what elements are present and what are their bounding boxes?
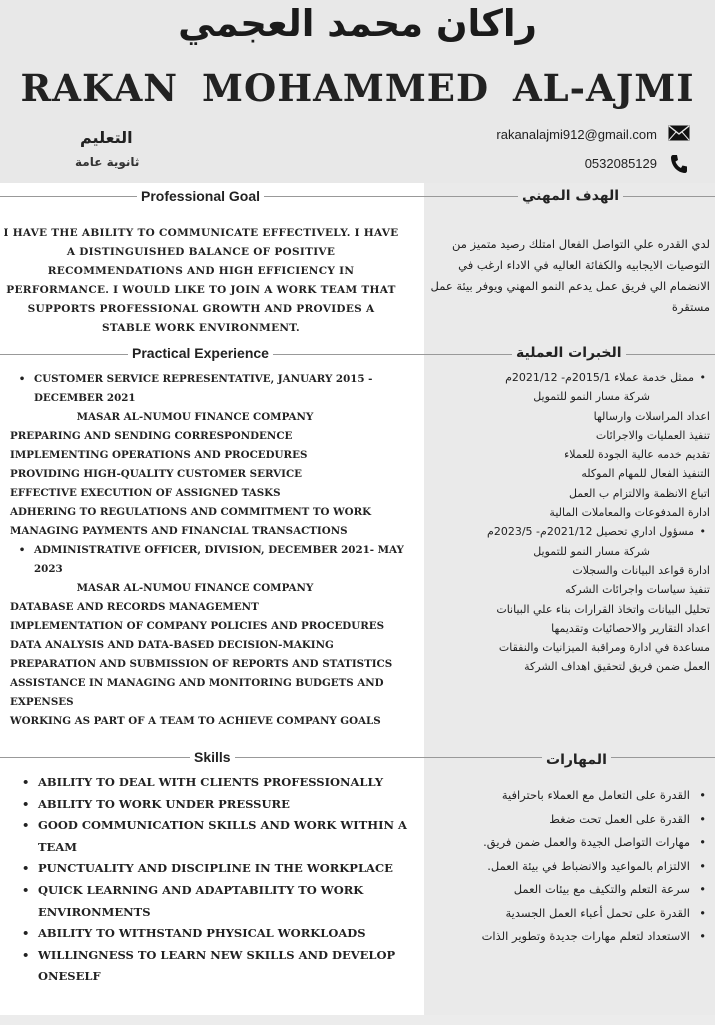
email-text[interactable]: rakanalajmi912@gmail.com xyxy=(496,127,657,142)
duty-item-ar: مساعدة في ادارة ومراقبة الميزانيات والنفقات xyxy=(498,641,710,655)
company-name-ar: شركة مسار النمو للتمويل xyxy=(533,390,650,404)
job-title-ar: • ممثل خدمة عملاء 2015/1م- 2021/12م xyxy=(430,368,710,387)
phone-icon xyxy=(670,154,688,174)
duty-item-ar: تحليل البيانات واتخاذ القرارات بناء علي البيانات xyxy=(496,602,710,616)
skill-item-en: • ABILITY TO WITHSTAND PHYSICAL WORKLOADS xyxy=(22,923,420,945)
goal-title-ar: الهدف المهني xyxy=(518,188,623,204)
skill-item-ar: • القدرة على العمل تحت ضغط xyxy=(430,808,710,832)
company-name-en: MASAR AL-NUMOU FINANCE COMPANY xyxy=(76,582,314,594)
skill-item-en: • ABILITY TO WORK UNDER PRESSURE xyxy=(22,794,420,816)
goal-text-ar: لدي القدره علي التواصل الفعال امتلك رصيد متميز من التوصيات الايجابيه والكفائة العاليه في الاداء ارغب في الانضمام الي فريق عمل يدعم النمو المهني ويوفر بيئة عمل مستقرة xyxy=(430,237,710,314)
goal-text-en: I HAVE THE ABILITY TO COMMUNICATE EFFECTIVELY. I HAVE A DISTINGUISHED BALANCE OF POSITIVE RECOMMENDATIONS AND HIGH EFFICIENCY IN PERFORMANCE. I WOULD LIKE TO JOIN A WORK TEAM THAT SUPPORTS PROFESSIONAL GROWTH AND PROVIDES A STABLE WORK ENVIRONMENT. xyxy=(3,227,399,334)
job-title-ar: • مسؤول اداري تحصيل 2021/12م- 2023/5م xyxy=(430,522,710,541)
envelope-icon xyxy=(668,125,690,141)
skill-item-ar: • الالتزام بالمواعيد والانضباط في بيئة العمل. xyxy=(430,855,710,879)
duty-item-ar: ادارة قواعد البيانات والسجلات xyxy=(572,563,710,577)
duty-item-en: WORKING AS PART OF A TEAM TO ACHIEVE COMPANY GOALS xyxy=(10,715,381,727)
duty-item-ar: تنفيذ سياسات واجرائات الشركه xyxy=(565,583,710,597)
skill-item-ar: • الاستعداد لتعلم مهارات جديدة وتطوير الذات xyxy=(430,925,710,949)
duty-item-ar: ادارة المدفوعات والمعاملات المالية xyxy=(549,506,710,520)
education-value: ثانوية عامة xyxy=(75,155,140,169)
skill-item-ar: • سرعة التعلم والتكيف مع بيئات العمل xyxy=(430,878,710,902)
skills-title-ar: المهارات xyxy=(542,752,611,768)
duty-item-ar: العمل ضمن فريق لتحقيق اهداف الشركة xyxy=(524,660,710,674)
skills-list-ar xyxy=(430,784,710,949)
education-title: التعليم xyxy=(80,128,133,147)
duty-item-en: PROVIDING HIGH-QUALITY CUSTOMER SERVICE xyxy=(10,468,303,480)
experience-list-ar xyxy=(430,368,710,677)
company-name-en: MASAR AL-NUMOU FINANCE COMPANY xyxy=(76,411,314,423)
experience-title-ar: الخبرات العملية xyxy=(512,345,626,361)
duty-item-ar: تقديم خدمه عالية الجودة للعملاء xyxy=(564,448,710,462)
duty-item-en: ASSISTANCE IN MANAGING AND MONITORING BUDGETS AND EXPENSES xyxy=(10,677,384,708)
goal-title-en: Professional Goal xyxy=(137,188,264,204)
skills-title-en: Skills xyxy=(190,749,235,765)
duty-item-en: MANAGING PAYMENTS AND FINANCIAL TRANSACTIONS xyxy=(10,525,348,537)
skill-item-en: • QUICK LEARNING AND ADAPTABILITY TO WORK ENVIRONMENTS xyxy=(22,880,420,923)
experience-list-en xyxy=(10,370,420,731)
experience-title-en: Practical Experience xyxy=(128,345,273,361)
duty-item-en: IMPLEMENTATION OF COMPANY POLICIES AND PROCEDURES xyxy=(10,620,385,632)
duty-item-en: IMPLEMENTING OPERATIONS AND PROCEDURES xyxy=(10,449,308,461)
resume-header xyxy=(0,0,715,183)
duty-item-ar: اتباع الانظمة والالتزام ب العمل xyxy=(568,486,710,500)
job-title-en: • ADMINISTRATIVE OFFICER, DIVISION, DECEMBER 2021- MAY 2023 xyxy=(18,544,404,575)
duty-item-en: DATABASE AND RECORDS MANAGEMENT xyxy=(10,601,259,613)
duty-item-en: ADHERING TO REGULATIONS AND COMMITMENT TO WORK xyxy=(10,506,372,518)
skill-item-ar: • القدرة على التعامل مع العملاء باحترافية xyxy=(430,784,710,808)
company-name-ar: شركة مسار النمو للتمويل xyxy=(533,544,650,558)
skill-item-ar: • مهارات التواصل الجيدة والعمل ضمن فريق. xyxy=(430,831,710,855)
skill-item-en: • GOOD COMMUNICATION SKILLS AND WORK WITHIN A TEAM xyxy=(22,815,420,858)
skills-list-en xyxy=(22,772,420,988)
name-english: RAKAN MOHAMMED AL-AJMI xyxy=(20,66,695,110)
duty-item-ar: اعداد التقارير والاحصائيات وتقديمها xyxy=(551,621,710,635)
skill-item-en: • WILLINGNESS TO LEARN NEW SKILLS AND DEVELOP ONESELF xyxy=(22,945,420,988)
name-arabic: راكان محمد العجمي xyxy=(178,2,537,45)
skill-item-ar: • القدرة على تحمل أعباء العمل الجسدية xyxy=(430,902,710,926)
duty-item-en: PREPARATION AND SUBMISSION OF REPORTS AND STATISTICS xyxy=(10,658,393,670)
skill-item-en: • PUNCTUALITY AND DISCIPLINE IN THE WORKPLACE xyxy=(22,858,420,880)
job-title-en: • CUSTOMER SERVICE REPRESENTATIVE, JANUARY 2015 - DECEMBER 2021 xyxy=(18,373,373,404)
duty-item-ar: التنفيذ الفعال للمهام الموكله xyxy=(581,467,710,481)
phone-text[interactable]: 0532085129 xyxy=(584,156,657,171)
duty-item-ar: اعداد المراسلات وارسالها xyxy=(593,409,710,423)
duty-item-en: PREPARING AND SENDING CORRESPONDENCE xyxy=(10,430,293,442)
skill-item-en: • ABILITY TO DEAL WITH CLIENTS PROFESSIONALLY xyxy=(22,772,420,794)
duty-item-en: DATA ANALYSIS AND DATA-BASED DECISION-MAKING xyxy=(10,639,334,651)
duty-item-en: EFFECTIVE EXECUTION OF ASSIGNED TASKS xyxy=(10,487,281,499)
duty-item-ar: تنفيذ العمليات والاجرائات xyxy=(595,428,710,442)
